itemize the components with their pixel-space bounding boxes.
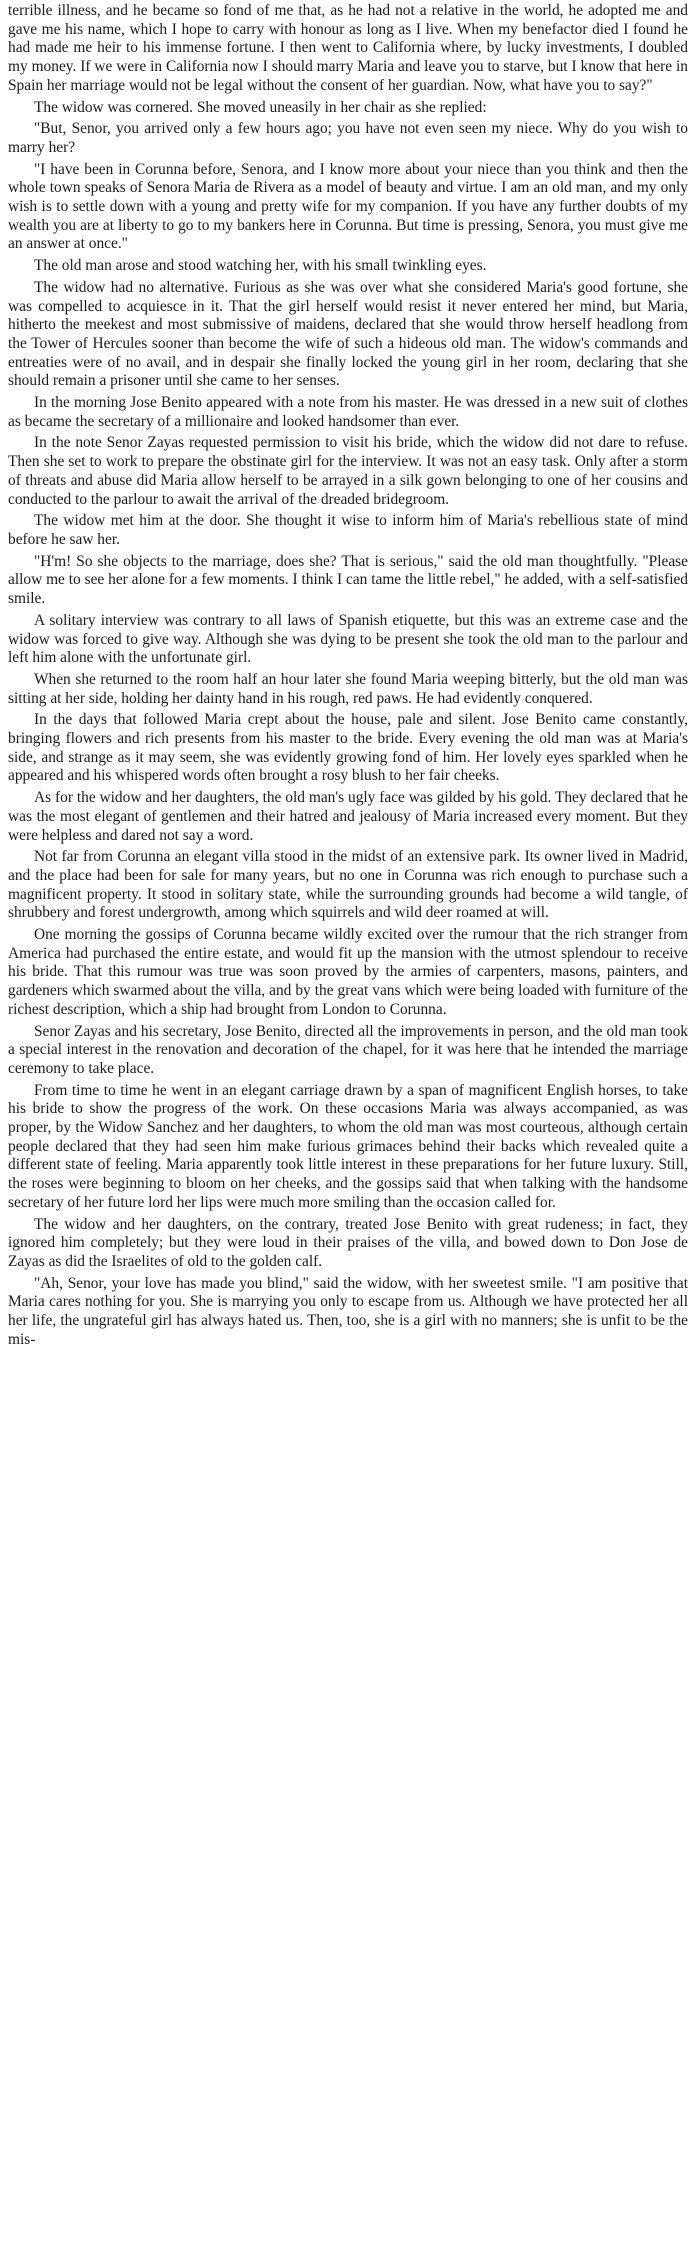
paragraph: A solitary interview was contrary to all laws of Spanish etiquette, but this was an extreme case and the widow was forced to give way. Although she was dying to be present she took the old man to the parlour and left him alone with the unfortunate girl.	[8, 611, 688, 667]
paragraph: Senor Zayas and his secretary, Jose Benito, directed all the improvements in person, and the old man took a special interest in the renovation and decoration of the chapel, for it was here that he intended the marriage ceremony to take place.	[8, 1022, 688, 1077]
paragraph: "But, Senor, you arrived only a few hours ago; you have not even seen my niece. Why do you wish to marry her?	[8, 120, 688, 156]
paragraph: The widow met him at the door. She thought it wise to inform him of Maria's rebellious state of mind before he saw her.	[8, 512, 688, 548]
paragraph: "I have been in Corunna before, Senora, and I know more about your niece than you think and then the whole town speaks of Senora Maria de Rivera as a model of beauty and virtue. I am an old man, and my only wish is to settle down with a young and pretty wife for my companion. If you have any further doubts of my wealth you are at liberty to go to my bankers here in Corunna. But time is pressing, Senora, you must give me an answer at once."	[8, 160, 688, 253]
paragraph: The widow and her daughters, on the contrary, treated Jose Benito with great rudeness; in fact, they ignored him completely; but they were loud in their praises of the villa, and bowed down to Don Jose de Zayas as did the Israelites of old to the golden calf.	[8, 1215, 688, 1270]
paragraph: In the days that followed Maria crept about the house, pale and silent. Jose Benito came constantly, bringing flowers and rich presents from his master to the bride. Every evening the old man was at Maria's side, and strange as it may seem, she was evidently growing fond of him. Her lovely eyes sparkled when he appeared and his whispered words often brought a rosy blush to her fair cheeks.	[8, 711, 688, 785]
paragraph: terrible illness, and he became so fond of me that, as he had not a relative in the world, he adopted me and gave me his name, which I hope to carry with honour as long as I live. When my benefactor died I found he had made me heir to his immense fortune. I then went to California where, by lucky investments, I doubled my money. If we were in California now I should marry Maria and leave you to starve, but I know that here in Spain her marriage would not be legal without the consent of her guardian. Now, what have you to say?"	[8, 2, 688, 94]
paragraph: The widow had no alternative. Furious as she was over what she considered Maria's good fortune, she was compelled to acquiesce in it. That the girl herself would resist it never entered her mind, but Maria, hitherto the meekest and most submissive of maidens, declared that she would throw herself headlong from the Tower of Hercules sooner than become the wife of such a hideous old man. The widow's commands and entreaties were of no avail, and in despair she finally locked the young girl in her room, declaring that she should remain a prisoner until she came to her senses.	[8, 278, 688, 390]
paragraph: When she returned to the room half an hour later she found Maria weeping bitterly, but the old man was sitting at her side, holding her dainty hand in his rough, red paws. He had evidently conquered.	[8, 670, 688, 707]
paragraph: From time to time he went in an elegant carriage drawn by a span of magnificent English horses, to take his bride to show the progress of the work. On these occasions Maria was always accompanied, as was proper, by the Widow Sanchez and her daughters, to whom the old man was most courteous, although certain people declared that they had seen him make furious grimaces behind their backs which revealed quite a different state of feeling. Maria apparently took little interest in these preparations for her future luxury. Still, the roses were beginning to bloom on her cheeks, and the gossips said that when talking with the handsome secretary of her future lord her lips were much more smiling than the occasion called for.	[8, 1081, 688, 1211]
paragraph: As for the widow and her daughters, the old man's ugly face was gilded by his gold. They declared that he was the most elegant of gentlemen and their hatred and jealousy of Maria increased every moment. But they were helpless and dared not say a word.	[8, 789, 688, 844]
paragraph: "Ah, Senor, your love has made you blind," said the widow, with her sweetest smile. "I am positive that Maria cares nothing for you. She is marrying you only to escape from us. Although we have protected her all her life, the ungrateful girl has always hated us. Then, too, she is a girl with no manners; she is unfit to be the mis-	[8, 1274, 688, 1348]
paragraph: The widow was cornered. She moved uneasily in her chair as she replied:	[34, 98, 487, 116]
paragraph: Not far from Corunna an elegant villa stood in the midst of an extensive park. Its owner lived in Madrid, and the place had been for sale for many years, but no one in Corunna was rich enough to purchase such a magnificent property. It stood in solitary state, while the surrounding grounds had become a wild tangle, of shrubbery and forest undergrowth, among which squirrels and wild deer roamed at will.	[8, 848, 688, 922]
paragraph: "H'm! So she objects to the marriage, does she? That is serious," said the old man thoughtfully. "Please allow me to see her alone for a few moments. I think I can tame the little rebel," he added, with a self-satisfied smile.	[8, 552, 688, 608]
paragraph: In the morning Jose Benito appeared with a note from his master. He was dressed in a new suit of clothes as became the secretary of a millionaire and looked handsomer than ever.	[8, 394, 688, 430]
paragraph: One morning the gossips of Corunna became wildly excited over the rumour that the rich stranger from America had purchased the entire estate, and would fit up the mansion with the utmost splendour to receive his bride. That this rumour was true was soon proved by the armies of carpenters, masons, painters, and gardeners which swarmed about the villa, and by the great vans which were being loaded with furniture of the richest description, which a ship had brought from London to Corunna.	[8, 926, 688, 1018]
paragraph: The old man arose and stood watching her, with his small twinkling eyes.	[34, 257, 487, 275]
paragraph: In the note Senor Zayas requested permission to visit his bride, which the widow did not dare to refuse. Then she set to work to prepare the obstinate girl for the interview. It was not an easy task. Only after a storm of threats and abuse did Maria allow herself to be arrayed in a silk gown belonging to one of her cousins and conducted to the parlour to await the arrival of the dreaded bridegroom.	[8, 434, 688, 508]
